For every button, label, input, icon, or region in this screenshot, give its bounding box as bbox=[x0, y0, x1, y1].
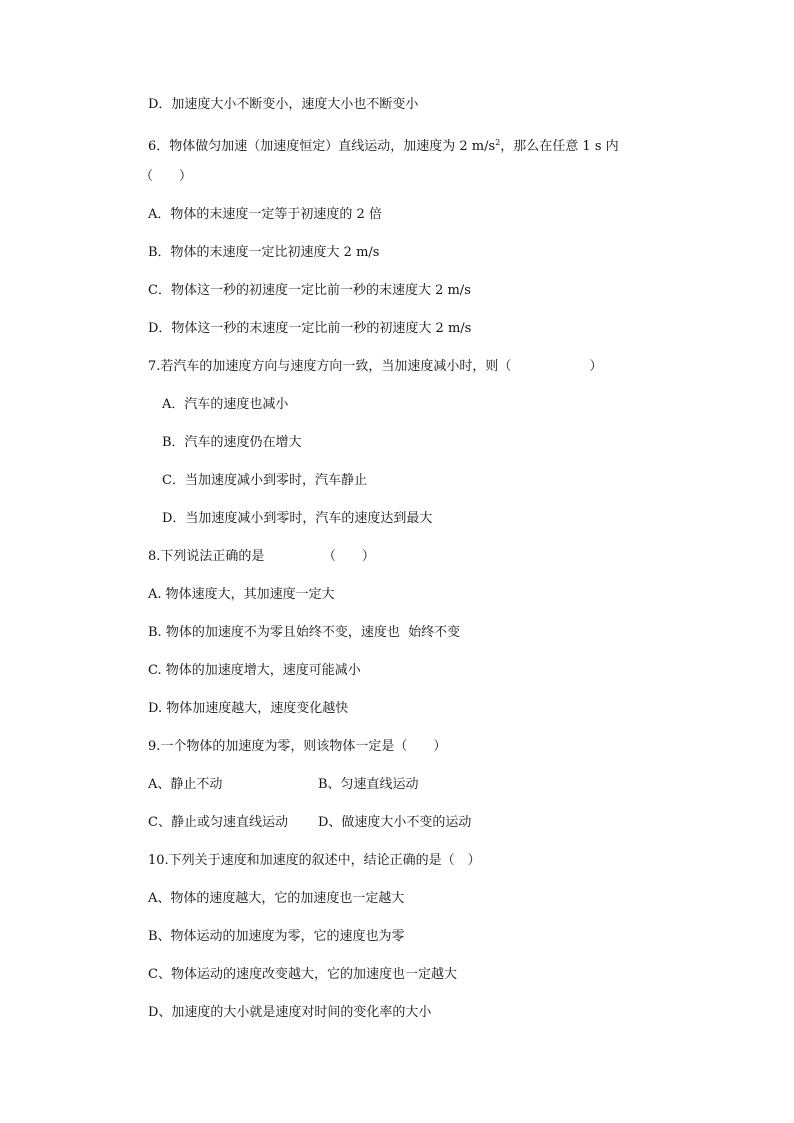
q6-superscript: 2 bbox=[495, 138, 501, 147]
q6-option-d: D．物体这一秒的末速度一定比前一秒的初速度大 2 m/s bbox=[148, 321, 472, 336]
q7-stem: 7.若汽车的加速度方向与速度方向一致，当加速度减小时，则（ ） bbox=[148, 359, 603, 374]
q8-stem: 8.下列说法正确的是 （ ） bbox=[148, 549, 375, 564]
q10-option-b: B、物体运动的加速度为零，它的速度也为零 bbox=[148, 929, 405, 944]
q6-stem-part1: 6．物体做匀加速（加速度恒定）直线运动，加速度为 2 m/s bbox=[148, 139, 496, 154]
q6-option-c: C．物体这一秒的初速度一定比前一秒的末速度大 2 m/s bbox=[148, 283, 471, 298]
q5-option-d: D．加速度大小不断变小，速度大小也不断变小 bbox=[148, 97, 419, 112]
q6-option-a: A．物体的末速度一定等于初速度的 2 倍 bbox=[148, 207, 382, 222]
q9-option-a: A、静止不动 bbox=[148, 777, 223, 792]
q7-option-c: C．当加速度减小到零时，汽车静止 bbox=[162, 473, 367, 488]
q7-option-a: A．汽车的速度也减小 bbox=[162, 397, 289, 412]
q8-option-a: A. 物体速度大，其加速度一定大 bbox=[148, 587, 335, 602]
q8-option-b: B. 物体的加速度不为零且始终不变，速度也 始终不变 bbox=[148, 625, 461, 640]
q6-option-b: B．物体的末速度一定比初速度大 2 m/s bbox=[148, 245, 380, 260]
q9-option-d: D、做速度大小不变的运动 bbox=[318, 815, 472, 830]
q8-option-c: C. 物体的加速度增大，速度可能减小 bbox=[148, 663, 361, 678]
q6-stem bbox=[148, 138, 619, 156]
q10-option-c: C、物体运动的速度改变越大，它的加速度也一定越大 bbox=[148, 967, 457, 982]
q9-stem: 9.一个物体的加速度为零，则该物体一定是（ ） bbox=[148, 739, 447, 754]
q6-answer-blank: （ ） bbox=[140, 169, 193, 184]
q6-stem-part2: ，那么在任意 1 s 内 bbox=[500, 139, 619, 154]
q10-option-a: A、物体的速度越大，它的加速度也一定越大 bbox=[148, 891, 405, 906]
q7-option-d: D．当加速度减小到零时，汽车的速度达到最大 bbox=[162, 511, 433, 526]
q8-option-d: D. 物体加速度越大，速度变化越快 bbox=[148, 701, 349, 716]
q9-option-b: B、匀速直线运动 bbox=[318, 777, 419, 792]
q9-option-c: C、静止或匀速直线运动 bbox=[148, 815, 288, 830]
q10-option-d: D、加速度的大小就是速度对时间的变化率的大小 bbox=[148, 1005, 432, 1020]
q7-option-b: B．汽车的速度仍在增大 bbox=[162, 435, 302, 450]
q10-stem: 10.下列关于速度和加速度的叙述中，结论正确的是（ ） bbox=[148, 853, 481, 868]
